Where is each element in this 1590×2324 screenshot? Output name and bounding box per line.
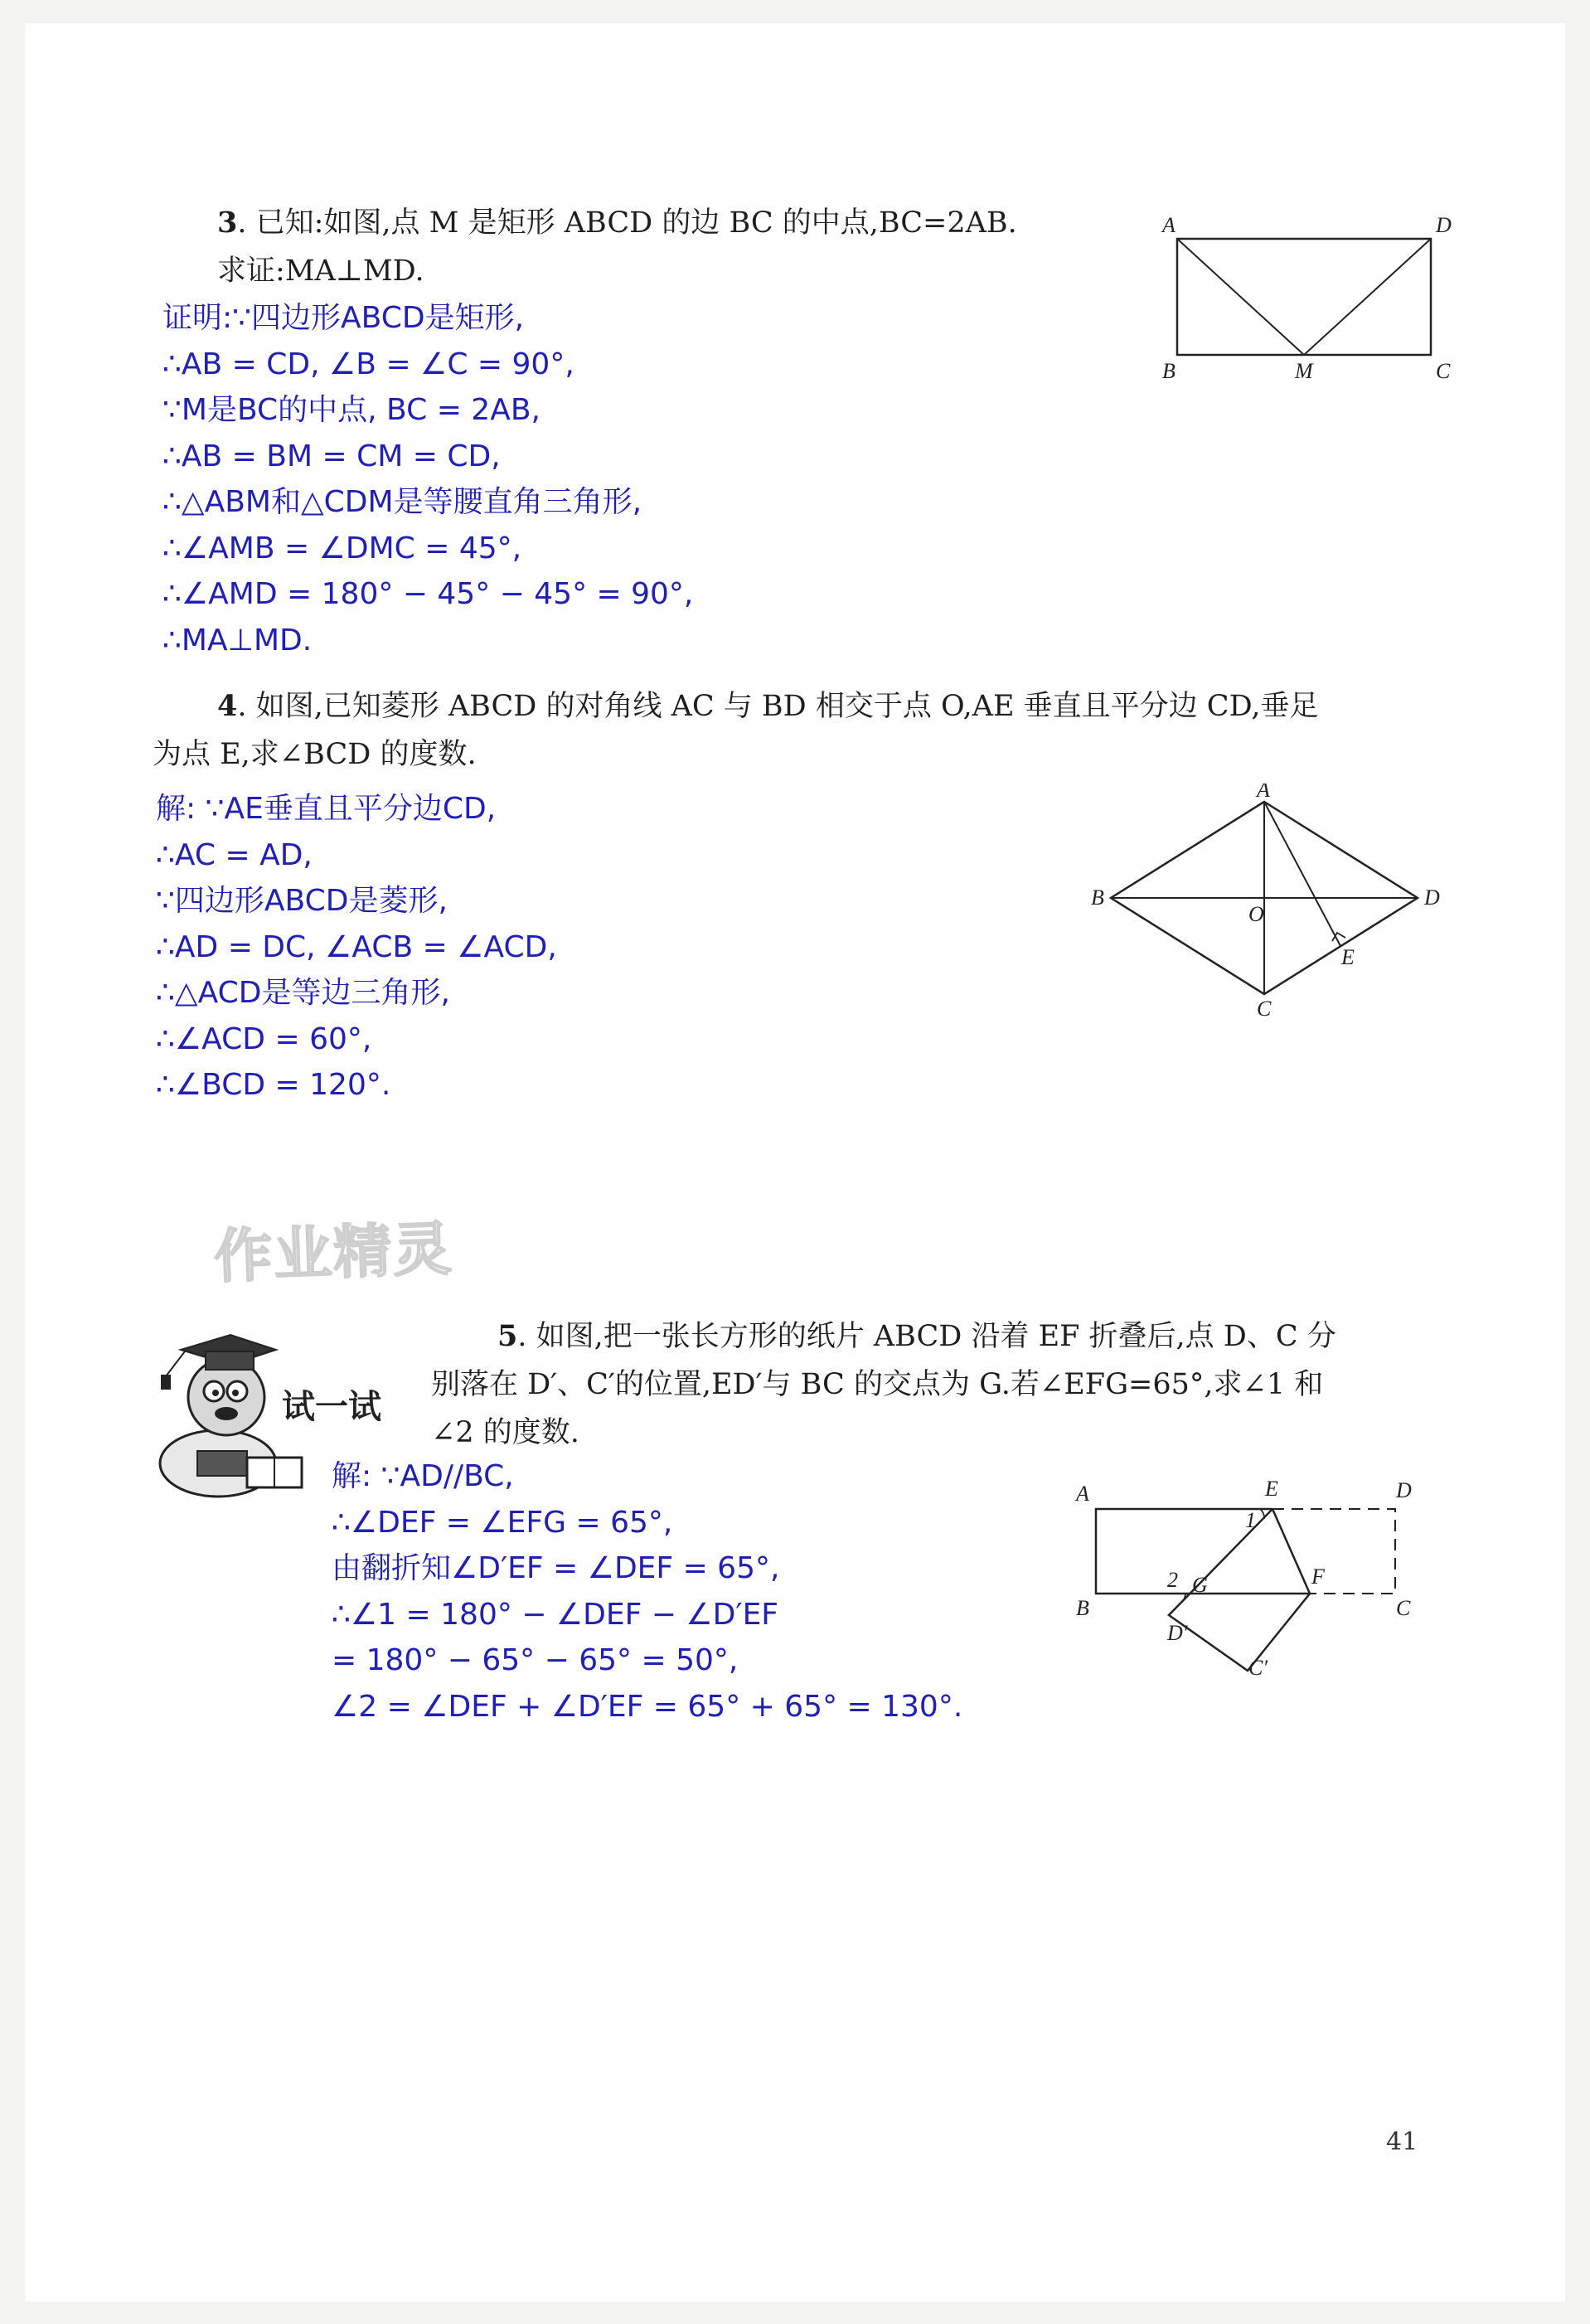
q5-label-c-prime: C′	[1248, 1656, 1268, 1680]
q3-solution-line: ∴∠AMB = ∠DMC = 45°,	[162, 531, 522, 565]
q3-solution-line: ∵M是BC的中点, BC = 2AB,	[162, 393, 541, 427]
q4-solution-line: ∵四边形ABCD是菱形,	[156, 884, 448, 918]
q5-label-c: C	[1396, 1596, 1411, 1620]
page-number: 41	[1386, 2128, 1418, 2157]
q3-label-c: C	[1436, 359, 1451, 383]
try-it-label: 试一试	[282, 1388, 381, 1426]
q3-solution-line: 证明:∵四边形ABCD是矩形,	[162, 301, 525, 335]
q4-line2: 为点 E,求∠BCD 的度数.	[153, 738, 477, 771]
q4-solution-line: 解: ∵AE垂直且平分边CD,	[156, 792, 497, 826]
q3-solution-line: ∴AB = BM = CM = CD,	[162, 439, 501, 473]
q5-statement	[431, 1312, 1451, 1457]
q5-solution	[332, 1453, 962, 1730]
q5-label-e: E	[1265, 1477, 1278, 1501]
q4-solution-line: ∴∠ACD = 60°,	[156, 1021, 372, 1056]
q3-solution-line: ∴AB = CD, ∠B = ∠C = 90°,	[162, 347, 574, 381]
q4-statement	[217, 682, 1444, 730]
q5-label-b: B	[1076, 1596, 1089, 1620]
q5-label-angle1: 1	[1245, 1508, 1256, 1532]
q5-label-g: G	[1192, 1573, 1208, 1597]
q3-label-m: M	[1295, 359, 1313, 383]
q3-line2: 求证:MA⊥MD.	[217, 255, 424, 288]
q5-folded-paper-figure	[1061, 1468, 1434, 1691]
q5-line3: ∠2 的度数.	[431, 1416, 579, 1449]
q5-label-d: D	[1396, 1478, 1412, 1502]
q4-solution-line: ∴∠BCD = 120°.	[156, 1068, 391, 1102]
q3-label-b: B	[1162, 359, 1176, 383]
q4-solution	[156, 786, 557, 1109]
q5-label-angle2: 2	[1167, 1568, 1178, 1592]
q4-line1: . 如图,已知菱形 ABCD 的对角线 AC 与 BD 相交于点 O,AE 垂直且平分边 CD,垂足	[237, 690, 1319, 723]
q4-label-c: C	[1257, 997, 1272, 1021]
q3-solution-line: ∴∠AMD = 180° − 45° − 45° = 90°,	[162, 577, 694, 611]
q5-line2: 别落在 D′、C′的位置,ED′与 BC 的交点为 G.若∠EFG=65°,求∠1 和	[431, 1368, 1324, 1401]
q5-number: 5	[497, 1319, 518, 1353]
q5-solution-line: = 180° − 65° − 65° = 50°,	[332, 1643, 739, 1677]
q5-solution-line: ∠2 = ∠DEF + ∠D′EF = 65° + 65° = 130°.	[332, 1689, 963, 1724]
q3-statement	[217, 199, 1017, 295]
q5-line1: . 如图,把一张长方形的纸片 ABCD 沿着 EF 折叠后,点 D、C 分	[517, 1320, 1336, 1353]
q3-label-d: D	[1436, 213, 1452, 237]
q3-solution-line: ∴MA⊥MD.	[162, 623, 313, 657]
q4-rhombus-figure	[1086, 784, 1451, 1024]
q5-solution-line: ∴∠1 = 180° − ∠DEF − ∠D′EF	[332, 1597, 779, 1632]
q4-statement-cont	[153, 730, 477, 779]
q3-label-a: A	[1162, 213, 1176, 237]
q5-label-d-prime: D′	[1167, 1621, 1188, 1645]
q4-solution-line: ∴AC = AD,	[156, 837, 313, 872]
q4-label-d: D	[1424, 885, 1440, 910]
q4-label-o: O	[1248, 902, 1264, 926]
q5-solution-line: 解: ∵AD//BC,	[332, 1459, 514, 1493]
q3-rectangle-figure	[1152, 207, 1467, 390]
watermark: 作业精灵	[212, 1214, 454, 1291]
q3-solution-line: ∴△ABM和△CDM是等腰直角三角形,	[162, 485, 642, 519]
q4-number: 4	[217, 689, 238, 723]
q4-solution-line: ∴AD = DC, ∠ACB = ∠ACD,	[156, 929, 557, 964]
q5-solution-line: ∴∠DEF = ∠EFG = 65°,	[332, 1505, 673, 1540]
q4-label-e: E	[1341, 945, 1355, 969]
q3-number: 3	[217, 206, 238, 240]
q4-label-b: B	[1091, 885, 1104, 910]
q3-line1: . 已知:如图,点 M 是矩形 ABCD 的边 BC 的中点,BC=2AB.	[237, 206, 1017, 240]
q5-solution-line: 由翻折知∠D′EF = ∠DEF = 65°,	[332, 1551, 780, 1585]
q5-label-a: A	[1076, 1482, 1089, 1506]
q3-solution	[162, 295, 693, 663]
q5-label-f: F	[1311, 1565, 1325, 1589]
q4-solution-line: ∴△ACD是等边三角形,	[156, 976, 450, 1010]
q4-label-a: A	[1257, 784, 1270, 802]
